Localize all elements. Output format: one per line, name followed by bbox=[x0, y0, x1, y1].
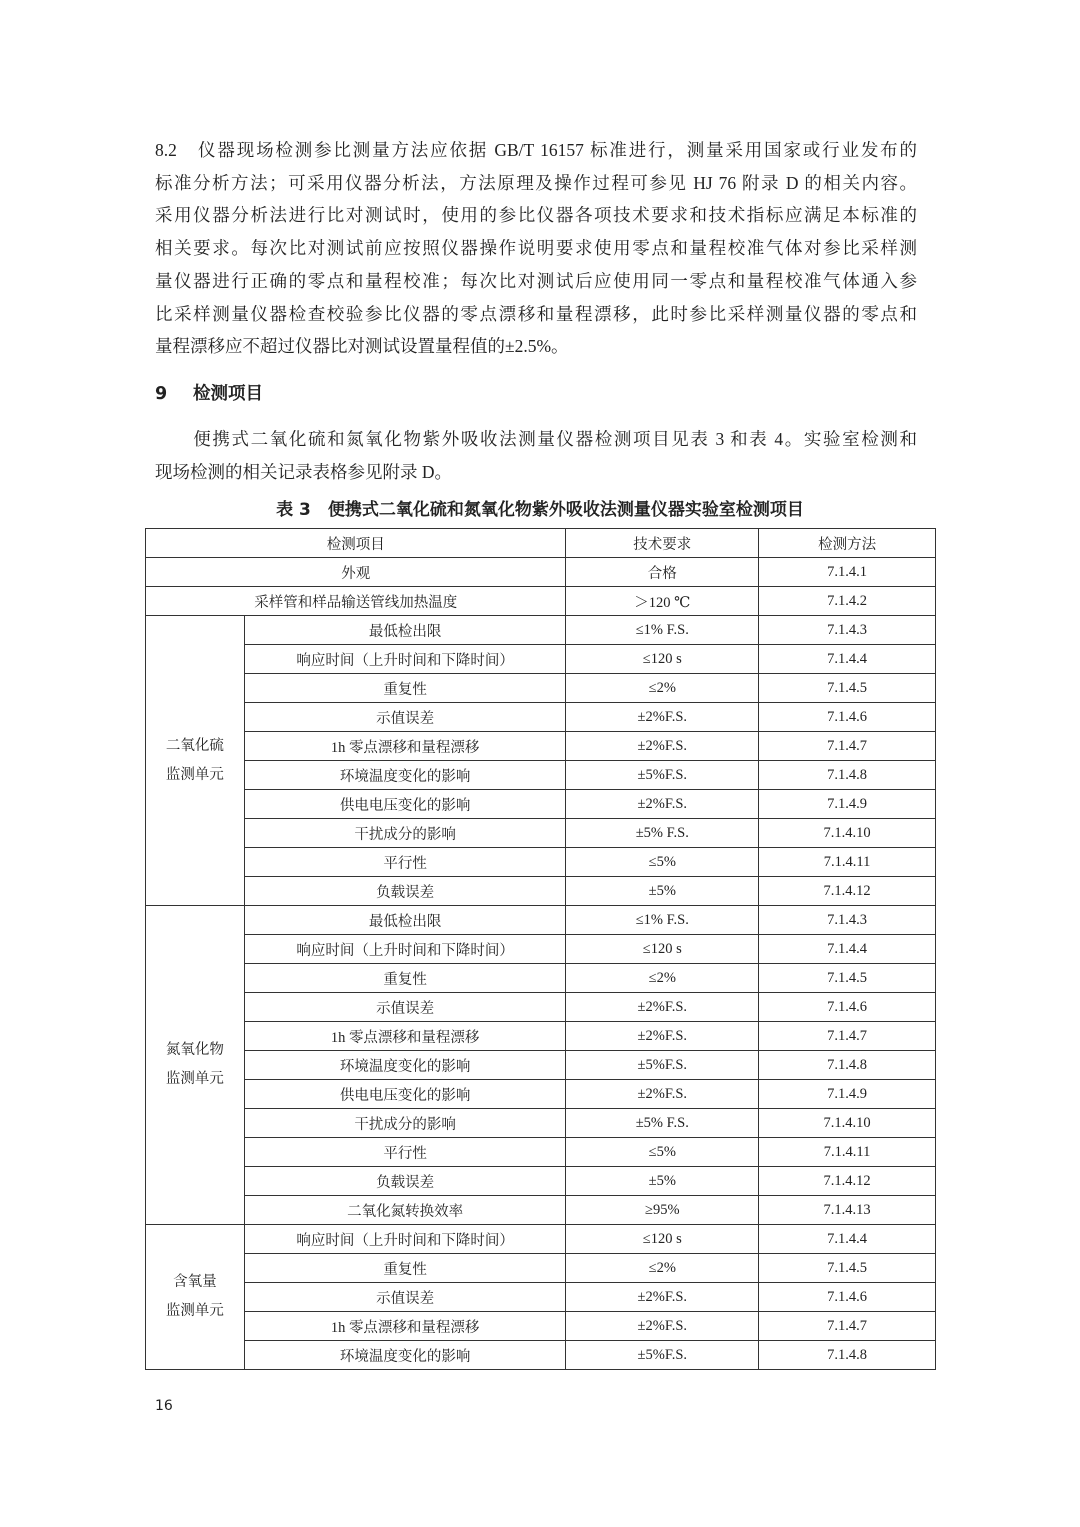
item-cell: 平行性 bbox=[244, 1138, 566, 1167]
page-number: 16 bbox=[155, 1398, 173, 1414]
column-header: 检测方法 bbox=[759, 529, 936, 558]
table-row bbox=[146, 790, 936, 819]
item-cell: 重复性 bbox=[244, 964, 566, 993]
paragraph-line: 8.2 仪器现场检测参比测量方法应依据 GB/T 16157 标准进行，测量采用国家或行业发布的 bbox=[155, 140, 917, 160]
method-cell: 7.1.4.6 bbox=[759, 703, 936, 732]
requirement-cell: ±5% F.S. bbox=[566, 819, 759, 848]
requirement-cell: ±2%F.S. bbox=[566, 993, 759, 1022]
requirement-cell: ≤2% bbox=[566, 674, 759, 703]
method-cell: 7.1.4.6 bbox=[759, 1283, 936, 1312]
item-cell: 干扰成分的影响 bbox=[244, 1109, 566, 1138]
item-cell: 环境温度变化的影响 bbox=[244, 1051, 566, 1080]
paragraph-line: 采用仪器分析法进行比对测试时，使用的参比仪器各项技术要求和技术指标应满足本标准的 bbox=[155, 205, 917, 226]
item-cell: 环境温度变化的影响 bbox=[244, 1341, 566, 1370]
requirement-cell: ±2%F.S. bbox=[566, 1312, 759, 1341]
table-row bbox=[146, 1109, 936, 1138]
table-row bbox=[146, 1341, 936, 1370]
requirement-cell: ±5% bbox=[566, 877, 759, 906]
item-cell: 1h 零点漂移和量程漂移 bbox=[244, 1312, 566, 1341]
inspection-items-table bbox=[145, 528, 936, 1370]
section-title: 检测项目 bbox=[193, 384, 263, 404]
table-row bbox=[146, 848, 936, 877]
table-row bbox=[146, 1167, 936, 1196]
item-cell: 重复性 bbox=[244, 674, 566, 703]
method-cell: 7.1.4.4 bbox=[759, 645, 936, 674]
item-cell: 最低检出限 bbox=[244, 616, 566, 645]
item-cell: 示值误差 bbox=[244, 1283, 566, 1312]
method-cell: 7.1.4.5 bbox=[759, 964, 936, 993]
requirement-cell: ±5%F.S. bbox=[566, 1341, 759, 1370]
paragraph-line: 比采样测量仪器检查校验参比仪器的零点漂移和量程漂移，此时参比采样测量仪器的零点和 bbox=[155, 303, 917, 324]
method-cell: 7.1.4.6 bbox=[759, 993, 936, 1022]
method-cell: 7.1.4.10 bbox=[759, 1109, 936, 1138]
paragraph-line: 相关要求。每次比对测试前应按照仪器操作说明要求使用零点和量程校准气体对参比采样测 bbox=[155, 238, 917, 259]
item-cell: 采样管和样品输送管线加热温度 bbox=[146, 587, 566, 616]
paragraph-line: 现场检测的相关记录表格参见附录 D。 bbox=[155, 461, 453, 482]
paragraph-line: 标准分析方法；可采用仪器分析法，方法原理及操作过程可参见 HJ 76 附录 D 的相关内容。 bbox=[155, 172, 917, 193]
requirement-cell: ≤5% bbox=[566, 1138, 759, 1167]
table-row bbox=[146, 1196, 936, 1225]
group-cell: 二氧化硫 监测单元 bbox=[146, 616, 245, 906]
table-row bbox=[146, 993, 936, 1022]
table-row bbox=[146, 935, 936, 964]
item-cell: 响应时间（上升时间和下降时间） bbox=[244, 1225, 566, 1254]
column-header: 技术要求 bbox=[566, 529, 759, 558]
method-cell: 7.1.4.11 bbox=[759, 1138, 936, 1167]
group-cell: 含氧量 监测单元 bbox=[146, 1225, 245, 1370]
item-cell: 响应时间（上升时间和下降时间） bbox=[244, 645, 566, 674]
method-cell: 7.1.4.12 bbox=[759, 877, 936, 906]
method-cell: 7.1.4.4 bbox=[759, 1225, 936, 1254]
method-cell: 7.1.4.5 bbox=[759, 1254, 936, 1283]
method-cell: 7.1.4.13 bbox=[759, 1196, 936, 1225]
requirement-cell: ±2%F.S. bbox=[566, 1022, 759, 1051]
table-row bbox=[146, 1225, 936, 1254]
requirement-cell: ≤120 s bbox=[566, 645, 759, 674]
section-9-heading bbox=[155, 380, 263, 405]
item-cell: 平行性 bbox=[244, 848, 566, 877]
requirement-cell: ≤5% bbox=[566, 848, 759, 877]
item-cell: 1h 零点漂移和量程漂移 bbox=[244, 1022, 566, 1051]
table-row bbox=[146, 558, 936, 587]
item-cell: 环境温度变化的影响 bbox=[244, 761, 566, 790]
requirement-cell: ±5%F.S. bbox=[566, 761, 759, 790]
item-cell: 1h 零点漂移和量程漂移 bbox=[244, 732, 566, 761]
requirement-cell: ±2%F.S. bbox=[566, 1283, 759, 1312]
method-cell: 7.1.4.10 bbox=[759, 819, 936, 848]
method-cell: 7.1.4.9 bbox=[759, 1080, 936, 1109]
method-cell: 7.1.4.4 bbox=[759, 935, 936, 964]
method-cell: 7.1.4.12 bbox=[759, 1167, 936, 1196]
item-cell: 干扰成分的影响 bbox=[244, 819, 566, 848]
item-cell: 供电电压变化的影响 bbox=[244, 1080, 566, 1109]
method-cell: 7.1.4.9 bbox=[759, 790, 936, 819]
table-row bbox=[146, 1022, 936, 1051]
table-row bbox=[146, 761, 936, 790]
requirement-cell: ±2%F.S. bbox=[566, 790, 759, 819]
method-cell: 7.1.4.11 bbox=[759, 848, 936, 877]
requirement-cell: ≤120 s bbox=[566, 1225, 759, 1254]
item-cell: 负载误差 bbox=[244, 1167, 566, 1196]
requirement-cell: ±5% bbox=[566, 1167, 759, 1196]
paragraph-line: 便携式二氧化硫和氮氧化物紫外吸收法测量仪器检测项目见表 3 和表 4。实验室检测和 bbox=[155, 429, 917, 449]
table-row bbox=[146, 1312, 936, 1341]
method-cell: 7.1.4.8 bbox=[759, 1051, 936, 1080]
requirement-cell: ≤2% bbox=[566, 1254, 759, 1283]
table-row bbox=[146, 964, 936, 993]
section-number: 9 bbox=[155, 384, 168, 404]
table-row bbox=[146, 1254, 936, 1283]
table-header-row bbox=[146, 529, 936, 558]
requirement-cell: ±2%F.S. bbox=[566, 1080, 759, 1109]
item-cell: 重复性 bbox=[244, 1254, 566, 1283]
method-cell: 7.1.4.1 bbox=[759, 558, 936, 587]
table-row bbox=[146, 616, 936, 645]
requirement-cell: ≤1% F.S. bbox=[566, 906, 759, 935]
item-cell: 示值误差 bbox=[244, 703, 566, 732]
table-row bbox=[146, 674, 936, 703]
method-cell: 7.1.4.3 bbox=[759, 906, 936, 935]
group-cell: 氮氧化物 监测单元 bbox=[146, 906, 245, 1225]
paragraph-line: 量程漂移应不超过仪器比对测试设置量程值的±2.5%。 bbox=[155, 336, 569, 357]
method-cell: 7.1.4.7 bbox=[759, 732, 936, 761]
item-cell: 响应时间（上升时间和下降时间） bbox=[244, 935, 566, 964]
requirement-cell: ≥95% bbox=[566, 1196, 759, 1225]
item-cell: 最低检出限 bbox=[244, 906, 566, 935]
requirement-cell: 合格 bbox=[566, 558, 759, 587]
table-row bbox=[146, 1080, 936, 1109]
table-row bbox=[146, 645, 936, 674]
table-row bbox=[146, 906, 936, 935]
table-row bbox=[146, 1051, 936, 1080]
requirement-cell: ≤2% bbox=[566, 964, 759, 993]
paragraph-line: 量仪器进行正确的零点和量程校准；每次比对测试后应使用同一零点和量程校准气体通入参 bbox=[155, 270, 917, 291]
requirement-cell: ±5% F.S. bbox=[566, 1109, 759, 1138]
requirement-cell: ±2%F.S. bbox=[566, 732, 759, 761]
method-cell: 7.1.4.7 bbox=[759, 1312, 936, 1341]
item-cell: 外观 bbox=[146, 558, 566, 587]
table-row bbox=[146, 877, 936, 906]
requirement-cell: ＞120 ℃ bbox=[566, 587, 759, 616]
method-cell: 7.1.4.2 bbox=[759, 587, 936, 616]
method-cell: 7.1.4.5 bbox=[759, 674, 936, 703]
requirement-cell: ≤1% F.S. bbox=[566, 616, 759, 645]
table-row bbox=[146, 587, 936, 616]
method-cell: 7.1.4.3 bbox=[759, 616, 936, 645]
requirement-cell: ±2%F.S. bbox=[566, 703, 759, 732]
requirement-cell: ±5%F.S. bbox=[566, 1051, 759, 1080]
method-cell: 7.1.4.8 bbox=[759, 1341, 936, 1370]
item-cell: 示值误差 bbox=[244, 993, 566, 1022]
item-cell: 二氧化氮转换效率 bbox=[244, 1196, 566, 1225]
table-row bbox=[146, 703, 936, 732]
table-row bbox=[146, 1138, 936, 1167]
table-row bbox=[146, 819, 936, 848]
method-cell: 7.1.4.8 bbox=[759, 761, 936, 790]
requirement-cell: ≤120 s bbox=[566, 935, 759, 964]
item-cell: 负载误差 bbox=[244, 877, 566, 906]
item-cell: 供电电压变化的影响 bbox=[244, 790, 566, 819]
table-row bbox=[146, 1283, 936, 1312]
table-caption: 表 3 便携式二氧化硫和氮氧化物紫外吸收法测量仪器实验室检测项目 bbox=[276, 500, 804, 520]
table-row bbox=[146, 732, 936, 761]
method-cell: 7.1.4.7 bbox=[759, 1022, 936, 1051]
column-header: 检测项目 bbox=[146, 529, 566, 558]
